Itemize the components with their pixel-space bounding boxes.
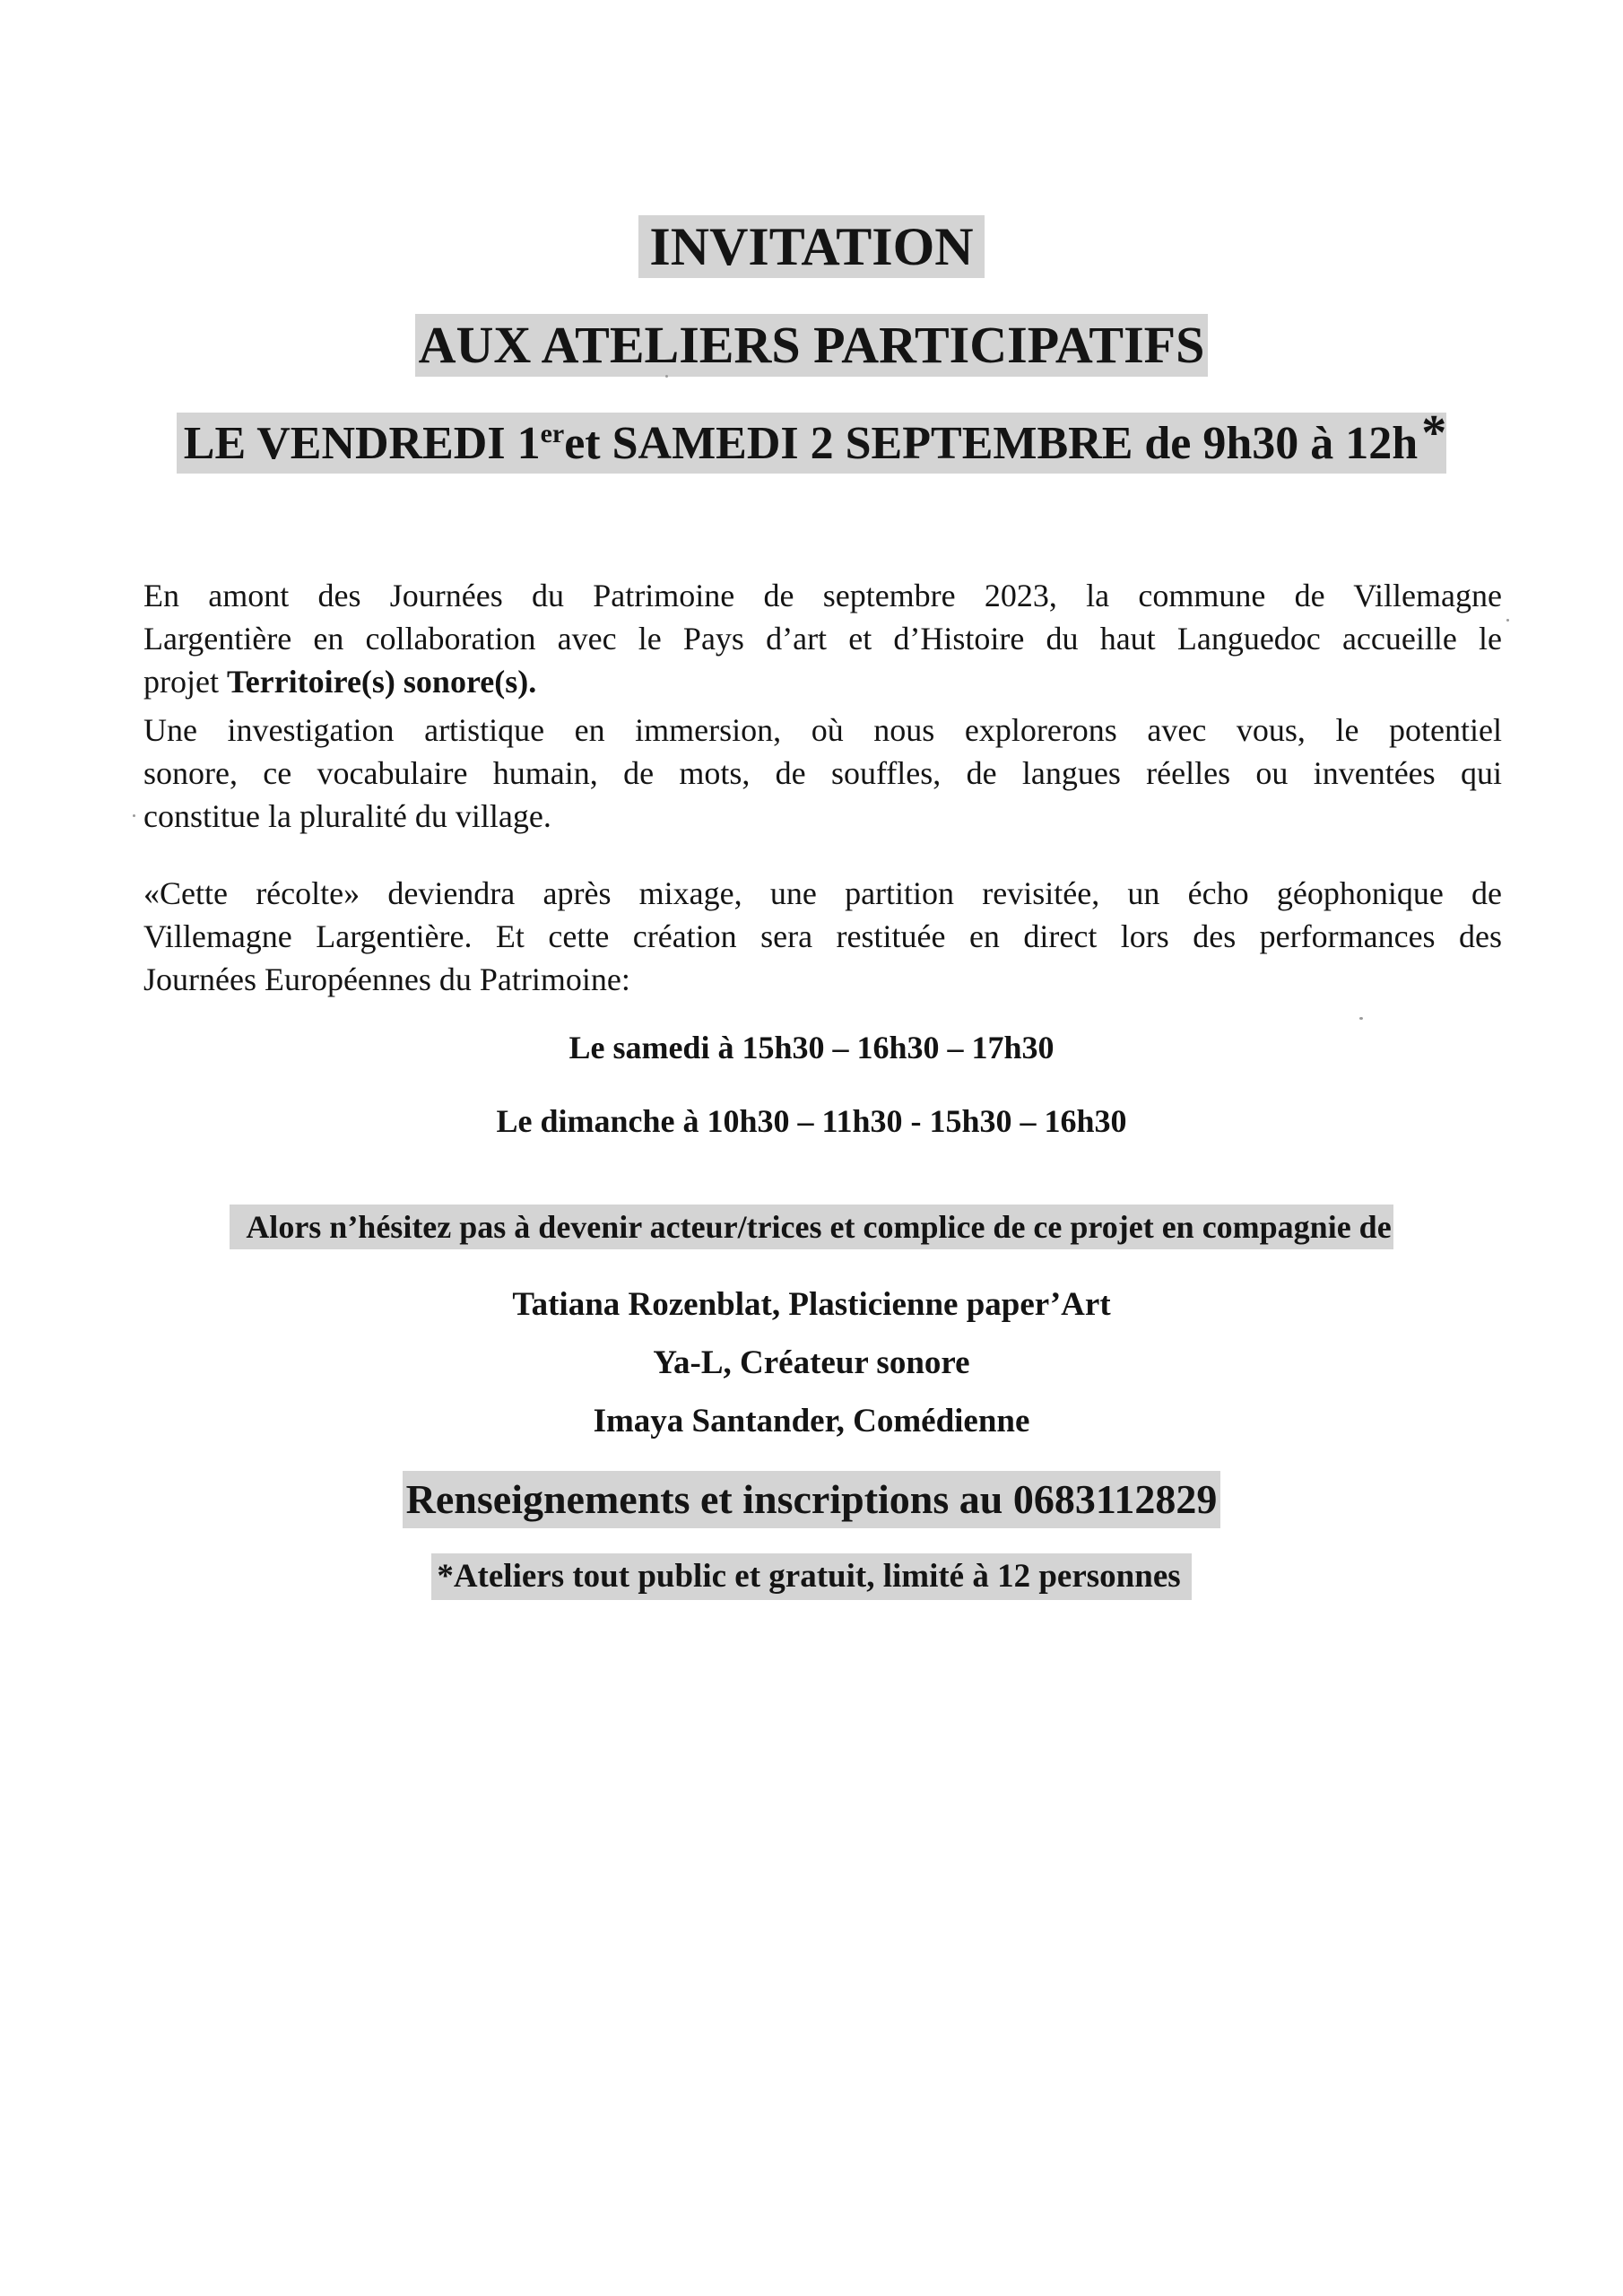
invitation-call: [0, 1205, 1623, 1249]
intro-line-1: En amont des Journées du Patrimoine de septembre 2023, la commune de Villemagne: [143, 578, 1502, 613]
investigation-line-1: Une investigation artistique en immersion, où nous explorerons avec vous, le potentiel: [143, 712, 1502, 748]
contact-info-text: Renseignements et inscriptions au 0683112829: [403, 1471, 1221, 1528]
scan-speck: [1359, 1017, 1363, 1020]
title-invitation: [0, 215, 1623, 278]
intro-line-3-prefix: projet: [143, 664, 227, 700]
investigation-line-2: sonore, ce vocabulaire humain, de mots, de souffles, de langues réelles ou inventées qui: [143, 755, 1502, 791]
dates-asterisk: *: [1421, 405, 1447, 461]
event-dates-highlight: [177, 405, 1447, 474]
paragraph-intro: [143, 574, 1502, 703]
paragraph-investigation: [143, 709, 1502, 838]
invitation-call-text: Alors n’hésitez pas à devenir acteur/trices et complice de ce projet en compagnie de: [230, 1205, 1393, 1249]
intro-line-2: Largentière en collaboration avec le Pays d’art et d’Histoire du haut Languedoc accueille le: [143, 621, 1502, 657]
participant-1: Tatiana Rozenblat, Plasticienne paper’Art: [512, 1286, 1111, 1323]
project-name: Territoire(s) sonore(s).: [226, 664, 537, 700]
title-ateliers-text: AUX ATELIERS PARTICIPATIFS: [415, 314, 1209, 377]
contact-info: [0, 1471, 1623, 1528]
dates-part2: et SAMEDI 2 SEPTEMBRE de 9h30 à 12h: [564, 418, 1419, 469]
recolte-line-1: «Cette récolte» deviendra après mixage, une partition revisitée, un écho géophonique de: [143, 875, 1502, 911]
recolte-line-3: Journées Européennes du Patrimoine:: [143, 961, 630, 997]
recolte-line-2: Villemagne Largentière. Et cette création sera restituée en direct lors des performances des: [143, 918, 1502, 954]
footnote-text: *Ateliers tout public et gratuit, limité à 12 personnes: [431, 1553, 1191, 1600]
participant-3: Imaya Santander, Comédienne: [593, 1403, 1030, 1439]
participant-2: Ya-L, Créateur sonore: [653, 1344, 970, 1381]
event-dates-heading: [0, 405, 1623, 474]
title-ateliers: [0, 314, 1623, 377]
footnote: [0, 1553, 1623, 1600]
scan-speck: [133, 814, 135, 817]
title-invitation-text: INVITATION: [638, 215, 984, 278]
schedule-sunday: Le dimanche à 10h30 – 11h30 - 15h30 – 16h30: [496, 1103, 1127, 1139]
scan-speck: [665, 375, 668, 378]
scan-speck: [1506, 619, 1509, 622]
schedule-saturday: Le samedi à 15h30 – 16h30 – 17h30: [568, 1030, 1055, 1065]
intro-line-3: [143, 660, 1502, 703]
investigation-line-3: constitue la pluralité du village.: [143, 798, 551, 834]
dates-superscript: er: [540, 419, 565, 448]
dates-part1: LE VENDREDI 1: [183, 418, 541, 469]
paragraph-recolte: [143, 872, 1502, 1001]
